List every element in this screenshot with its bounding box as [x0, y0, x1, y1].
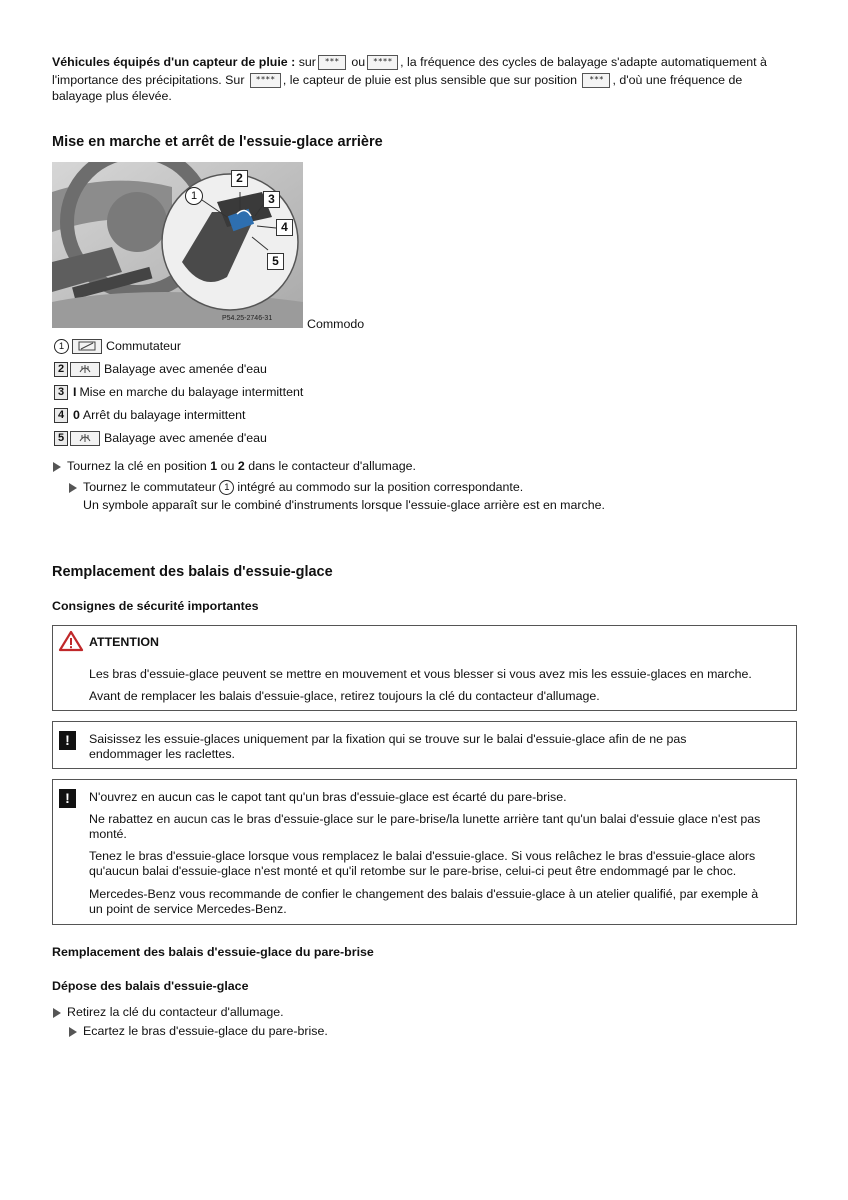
note-2-para-2-line-2: monté.: [89, 827, 127, 841]
intro-paragraph: [52, 54, 797, 104]
combination-switch-image: [52, 162, 303, 328]
attention-text-2: Avant de remplacer les balais d'essuie-glace, retirez toujours la clé du contacteur d'allumage.: [89, 689, 600, 703]
callout-4: 4: [276, 219, 293, 236]
washer-icon: [70, 362, 100, 377]
note-1-line-2: endommager les raclettes.: [89, 747, 236, 761]
attention-title: ATTENTION: [89, 635, 159, 649]
legend-item-2: 2 Balayage avec amenée d'eau: [54, 359, 454, 379]
rain-sensor-3-symbol: ***: [318, 55, 346, 70]
bullet-arrow-icon: [69, 483, 77, 493]
note-box-2: [52, 779, 797, 925]
note-2-para-3-line-1: Tenez le bras d'essuie-glace lorsque vous remplacez le balai d'essuie-glace. Si vous relâchez le bras d'essuie-glace alors: [89, 849, 756, 863]
removal-step-1: Retirez la clé du contacteur d'allumage.: [53, 1005, 284, 1019]
legend: [54, 336, 454, 448]
note-2-para-4-line-1: Mercedes-Benz vous recommande de confier le changement des balais d'essuie-glace à un atelier qualifié, par exemple à: [89, 887, 759, 901]
safety-heading: Consignes de sécurité importantes: [52, 599, 259, 613]
intro-line-2: l'importance des précipitations. Sur **** , le capteur de pluie est plus sensible que sur position *** , d'où une fréquence de: [52, 73, 743, 88]
rear-wiper-heading: Mise en marche et arrêt de l'essuie-glace arrière: [52, 134, 383, 150]
note-2-para-1: N'ouvrez en aucun cas le capot tant qu'un bras d'essuie-glace est écarté du pare-brise.: [89, 790, 567, 804]
attention-box: [52, 625, 797, 711]
image-caption: Commodo: [307, 317, 365, 331]
bullet-arrow-icon: [69, 1027, 77, 1037]
switch-icon: [72, 339, 102, 354]
callout-3: 3: [263, 191, 280, 208]
intro-line-3: balayage plus élevée.: [52, 89, 172, 104]
replacement-heading: Remplacement des balais d'essuie-glace: [52, 564, 333, 580]
note-2-para-3-line-2: qu'aucun balai d'essuie-glace n'est monté et qu'il retombe sur le pare-brise, celui-ci peut être endommagé par le choc.: [89, 864, 737, 878]
callout-2: 2: [231, 170, 248, 187]
attention-text-1: Les bras d'essuie-glace peuvent se mettre en mouvement et vous blesser si vous avez mis les essuie-glaces en marche.: [89, 667, 752, 681]
note-1-line-1: Saisissez les essuie-glaces uniquement par la fixation qui se trouve sur le balai d'essuie-glace afin de ne pas: [89, 732, 687, 746]
removal-heading: Dépose des balais d'essuie-glace: [52, 979, 249, 993]
exclamation-icon: !: [59, 789, 76, 808]
step-2-result: Un symbole apparaît sur le combiné d'instruments lorsque l'essuie-glace arrière est en marche.: [83, 498, 605, 512]
removal-step-2: Ecartez le bras d'essuie-glace du pare-brise.: [69, 1024, 328, 1038]
exclamation-icon: !: [59, 731, 76, 750]
legend-item-4: 4 0 Arrêt du balayage intermittent: [54, 405, 454, 425]
callout-1: 1: [185, 187, 203, 205]
washer-icon: [70, 431, 100, 446]
windshield-heading: Remplacement des balais d'essuie-glace du pare-brise: [52, 945, 374, 959]
note-2-para-2-line-1: Ne rabattez en aucun cas le bras d'essuie-glace sur le pare-brise/la lunette arrière tant qu'un balai d'essuie glace n'est pas: [89, 812, 761, 826]
bullet-arrow-icon: [53, 1008, 61, 1018]
rain-sensor-3-symbol: ***: [582, 73, 610, 88]
bullet-arrow-icon: [53, 462, 61, 472]
combination-switch-illustration: [52, 162, 303, 328]
note-2-para-4-line-2: un point de service Mercedes-Benz.: [89, 902, 287, 916]
rain-sensor-4-symbol: ****: [250, 73, 281, 88]
image-reference-label: P54.25-2746-31: [222, 315, 273, 322]
legend-item-5: 5 Balayage avec amenée d'eau: [54, 428, 454, 448]
step-1: Tournez la clé en position 1 ou 2 dans le contacteur d'allumage.: [53, 459, 416, 473]
legend-item-3: 3 I Mise en marche du balayage intermittent: [54, 382, 454, 402]
note-box-1: [52, 721, 797, 769]
legend-item-1: 1 Commutateur: [54, 336, 454, 356]
intro-line-1: Véhicules équipés d'un capteur de pluie : sur *** ou **** , la fréquence des cycles de balayage s'adapte automatiquement à: [52, 55, 767, 69]
warning-triangle-icon: [58, 630, 84, 652]
step-2: Tournez le commutateur 1 intégré au commodo sur la position correspondante.: [69, 480, 523, 495]
rain-sensor-4-symbol: ****: [367, 55, 398, 70]
callout-5: 5: [267, 253, 284, 270]
